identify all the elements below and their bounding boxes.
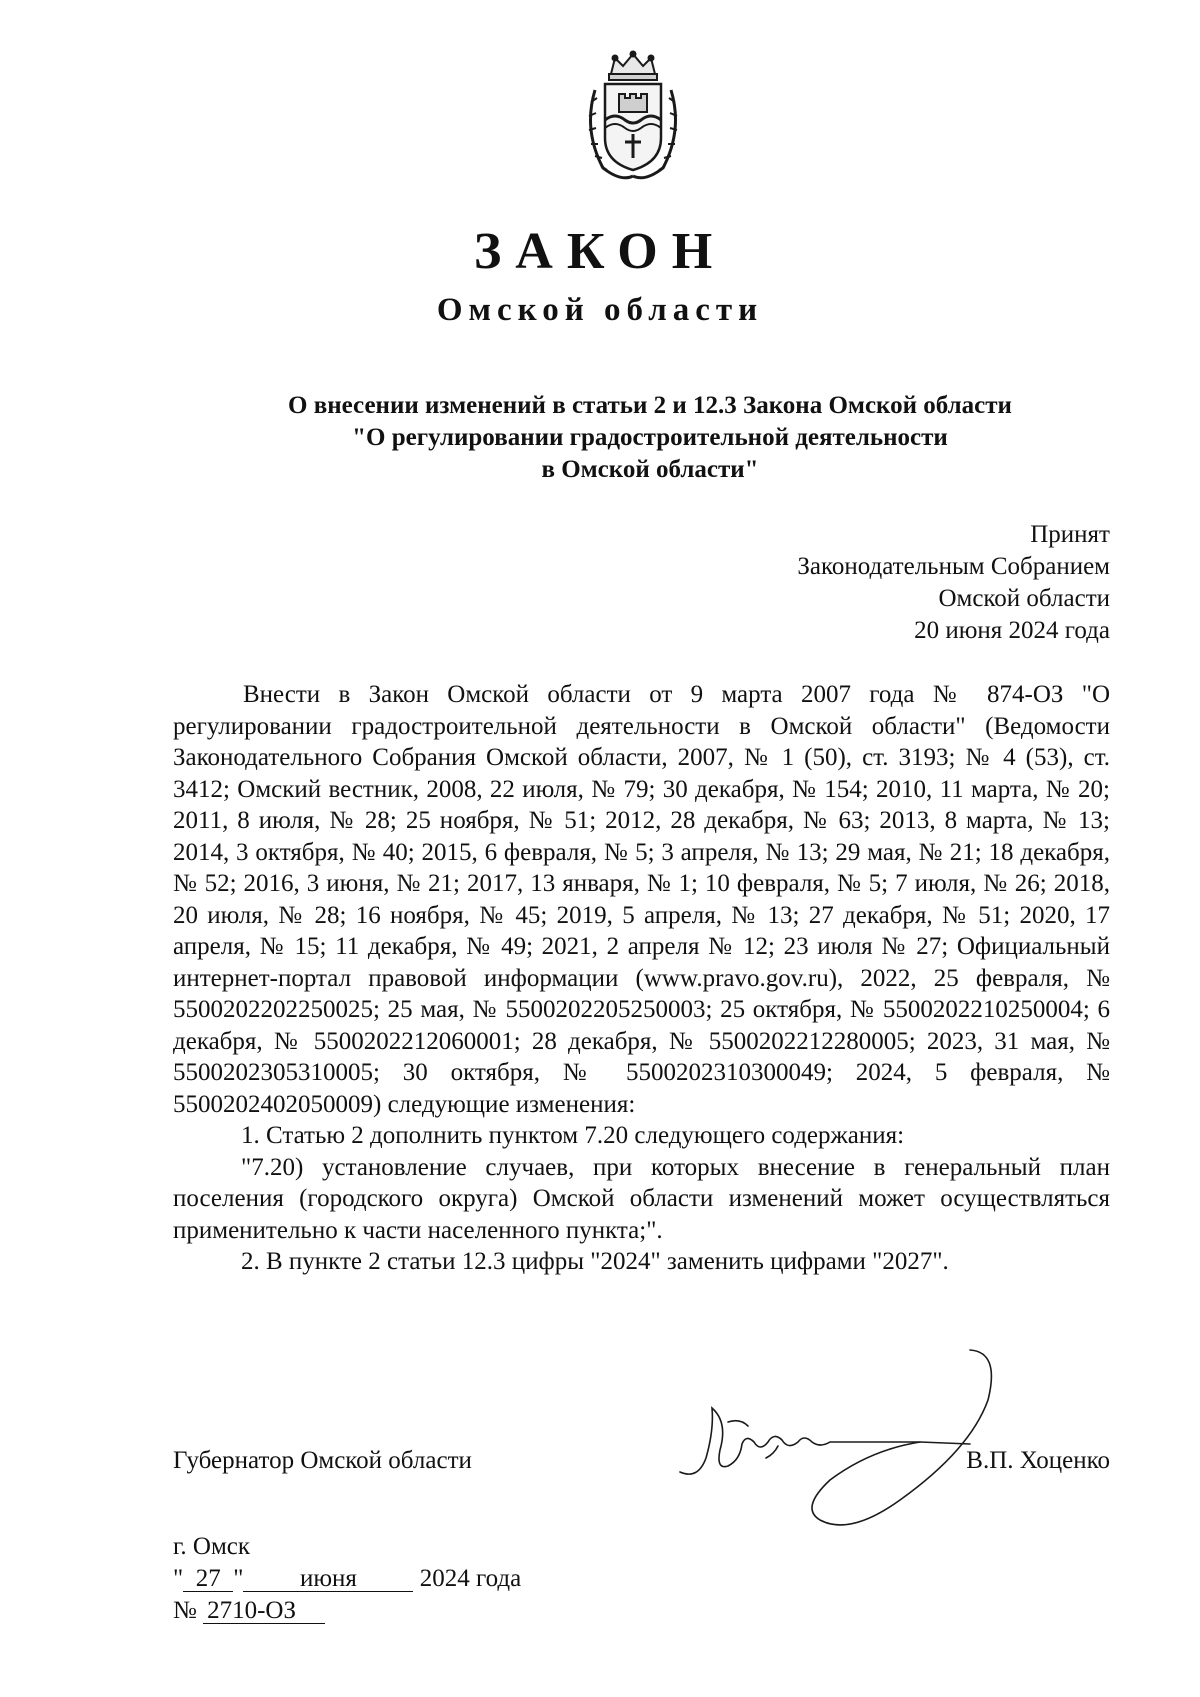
document-region: Омской области [436, 292, 764, 328]
adoption-line: Законодательным Собранием [797, 553, 1110, 580]
law-number [173, 1595, 521, 1627]
date-open-quote: " [173, 1565, 184, 1592]
law-subject [200, 390, 1100, 486]
adoption-block [797, 519, 1110, 647]
place-city: г. Омск [173, 1533, 251, 1560]
document-title: ЗАКОН [473, 223, 727, 280]
adoption-date: 20 июня 2024 года [914, 617, 1110, 644]
signatory-name: В.П. Хоценко [966, 1447, 1110, 1474]
handwritten-signature [670, 1330, 1090, 1550]
date-year: 2024 года [419, 1565, 522, 1592]
law-body [173, 679, 1110, 1278]
date-close-quote: " [233, 1565, 244, 1592]
coat-of-arms-emblem [581, 50, 685, 182]
body-item-1-quote: "7.20) установление случаев, при которых внесение в генеральный план поселения (городского округа) Омской области изменений может осуществляться применительно к части населенного пункта;". [173, 1153, 1110, 1244]
number-prefix: № [173, 1597, 197, 1624]
adoption-line: Омской области [938, 585, 1110, 612]
number-value: 2710-ОЗ [203, 1599, 325, 1624]
signing-date [173, 1563, 521, 1595]
subject-line: О внесении изменений в статьи 2 и 12.3 Закона Омской области [288, 392, 1012, 419]
body-item-1: 1. Статью 2 дополнить пунктом 7.20 следующего содержания: [241, 1122, 905, 1149]
body-item-2: 2. В пункте 2 статьи 12.3 цифры "2024" заменить цифрами "2027". [241, 1248, 949, 1275]
date-month: июня [243, 1567, 413, 1592]
subject-line: в Омской области" [541, 456, 759, 483]
place-date-number-block [173, 1531, 521, 1627]
signatory-position: Губернатор Омской области [173, 1447, 472, 1474]
subject-line: "О регулировании градостроительной деятельности [352, 424, 948, 451]
adoption-line: Принят [1030, 521, 1110, 548]
date-day: 27 [183, 1567, 233, 1592]
body-intro-paragraph: Внести в Закон Омской области от 9 марта 2007 года № 874-ОЗ "О регулировании градостроительной деятельности в Омской области" (Ведомости Законодательного Собрания Омской области, 2007, № 1 (50), ст. 3193; № 4 (53), ст. 3412; Омский вестник, 2008, 22 июля, № 79; 30 декабря, № 154; 2010, 11 марта, № 20; 2011, 8 июля, № 28; 25 ноября, № 51; 2012, 28 декабря, № 63; 2013, 8 марта, № 13; 2014, 3 октября, № 40; 2015, 6 февраля, № 5; 3 апреля, № 13; 29 мая, № 21; 18 декабря, № 52; 2016, 3 июня, № 21; 2017, 13 января, № 1; 10 февраля, № 5; 7 июля, № 26; 2018, 20 июля, № 28; 16 ноября, № 45; 2019, 5 апреля, № 13; 27 декабря, № 51; 2020, 17 апреля, № 15; 11 декабря, № 49; 2021, 2 апреля № 12; 23 июля № 27; Официальный интернет-портал правовой информации (www.pravo.gov.ru), 2022, 25 февраля, № 5500202202250025; 25 мая, № 5500202205250003; 25 октября, № 5500202210250004; 6 декабря, № 5500202212060001; 28 декабря, № 5500202212280005; 2023, 31 мая, № 5500202305310005; 30 октября, № 5500202310300049; 2024, 5 февраля, № 5500202402050009) следующие изменения: [173, 681, 1110, 1118]
